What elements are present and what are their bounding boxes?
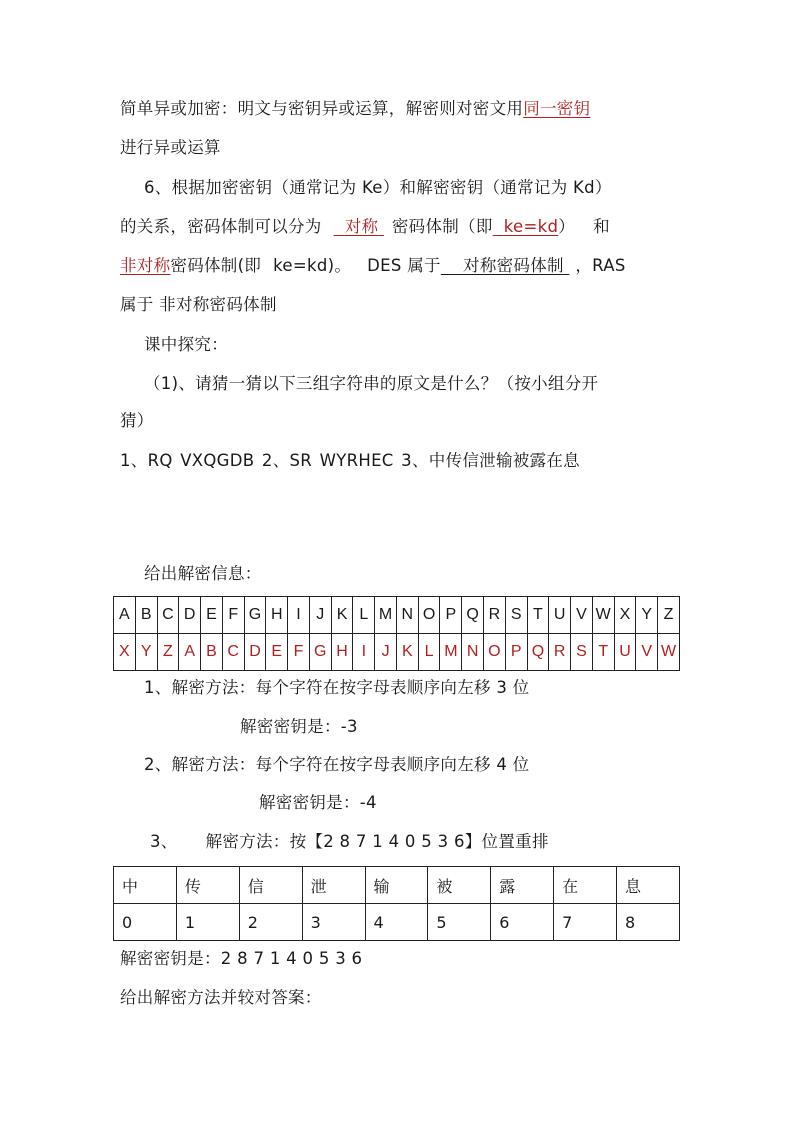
char-cell: 在 bbox=[554, 867, 617, 904]
cipher-cell: L bbox=[418, 634, 440, 671]
index-cell: 0 bbox=[114, 904, 177, 941]
ke-kd-answer: ke=kd bbox=[503, 217, 559, 236]
cipher-cell: W bbox=[658, 634, 680, 671]
xor-text-cont: 进行异或运算 bbox=[120, 138, 221, 157]
method-3-key: 解密密钥是：2 8 7 1 4 0 5 3 6 bbox=[120, 949, 363, 968]
plain-cell: Q bbox=[462, 597, 484, 634]
index-cell: 6 bbox=[491, 904, 554, 941]
cipher-cell: K bbox=[396, 634, 418, 671]
cipher-cell: S bbox=[571, 634, 593, 671]
plain-cell: J bbox=[309, 597, 331, 634]
xor-text: 简单异或加密：明文与密钥异或运算，解密则对密文用 bbox=[120, 99, 524, 118]
para-6-line1: 6、根据加密密钥（通常记为 Ke）和解密密钥（通常记为 Kd） bbox=[144, 178, 612, 197]
plain-cell: O bbox=[418, 597, 440, 634]
cipher-cell: C bbox=[222, 634, 244, 671]
plain-cell: D bbox=[179, 597, 201, 634]
index-cell: 7 bbox=[554, 904, 617, 941]
cipher-strings: 1、RQ VXQGDB 2、SR WYRHEC 3、中传信泄输被露在息 bbox=[120, 451, 580, 470]
cipher-cell: F bbox=[288, 634, 310, 671]
plain-cell: Z bbox=[658, 597, 680, 634]
method-1: 1、解密方法：每个字符在按字母表顺序向左移 3 位 bbox=[144, 678, 530, 697]
cipher-cell: N bbox=[462, 634, 484, 671]
plain-cell: A bbox=[114, 597, 136, 634]
plain-cell: Y bbox=[636, 597, 658, 634]
index-row bbox=[114, 904, 680, 941]
plain-cell: P bbox=[440, 597, 462, 634]
cipher-cell: J bbox=[375, 634, 397, 671]
plain-cell: H bbox=[266, 597, 288, 634]
para-6-line3 bbox=[120, 255, 626, 277]
text-seg: 的关系，密码体制可以分为 bbox=[120, 217, 322, 236]
index-cell: 3 bbox=[302, 904, 365, 941]
same-key-answer: 同一密钥 bbox=[523, 99, 591, 118]
plain-cell: M bbox=[375, 597, 397, 634]
cipher-cell: Z bbox=[157, 634, 179, 671]
plain-cell: C bbox=[157, 597, 179, 634]
char-cell: 输 bbox=[365, 867, 428, 904]
permutation-table bbox=[113, 866, 680, 941]
cipher-cell: B bbox=[201, 634, 223, 671]
char-cell: 传 bbox=[176, 867, 239, 904]
cipher-cell: G bbox=[309, 634, 331, 671]
char-cell: 信 bbox=[239, 867, 302, 904]
char-row bbox=[114, 867, 680, 904]
char-cell: 泄 bbox=[302, 867, 365, 904]
plain-cell: K bbox=[331, 597, 353, 634]
text-seg: 和 bbox=[593, 217, 610, 236]
plain-cell: R bbox=[484, 597, 506, 634]
char-cell: 中 bbox=[114, 867, 177, 904]
plain-cell: F bbox=[222, 597, 244, 634]
plain-cell: G bbox=[244, 597, 266, 634]
alphabet-table bbox=[113, 596, 680, 671]
plain-cell: S bbox=[505, 597, 527, 634]
cipher-cell: U bbox=[614, 634, 636, 671]
symmetric-answer: 对称 bbox=[344, 217, 379, 236]
para-6-line2 bbox=[120, 216, 610, 238]
cipher-cell: P bbox=[505, 634, 527, 671]
cipher-cell: T bbox=[592, 634, 614, 671]
text-seg: ，RAS bbox=[575, 256, 626, 275]
question-1-cont: 猜） bbox=[120, 411, 154, 430]
cipher-cell: M bbox=[440, 634, 462, 671]
index-cell: 2 bbox=[239, 904, 302, 941]
text-seg: ） bbox=[558, 217, 576, 236]
plain-cell: W bbox=[592, 597, 614, 634]
plain-cell: E bbox=[201, 597, 223, 634]
plain-cell: U bbox=[549, 597, 571, 634]
char-cell: 息 bbox=[617, 867, 680, 904]
index-cell: 8 bbox=[617, 904, 680, 941]
plain-cell: V bbox=[571, 597, 593, 634]
cipher-cell: O bbox=[484, 634, 506, 671]
text-seg: 密码体制（即 bbox=[391, 217, 493, 236]
cipher-cell: I bbox=[353, 634, 375, 671]
index-cell: 5 bbox=[428, 904, 491, 941]
cipher-cell: Q bbox=[527, 634, 549, 671]
para-xor bbox=[120, 98, 590, 120]
method-3-num: 3、 bbox=[150, 832, 178, 851]
cipher-cell: Y bbox=[135, 634, 157, 671]
char-cell: 露 bbox=[491, 867, 554, 904]
method-2: 2、解密方法：每个字符在按字母表顺序向左移 4 位 bbox=[144, 755, 530, 774]
text-seg: ke=kd)。 bbox=[273, 256, 352, 275]
method-3 bbox=[150, 831, 549, 853]
cipher-cell: X bbox=[114, 634, 136, 671]
plain-cell: B bbox=[135, 597, 157, 634]
method-2-key: 解密密钥是：-4 bbox=[259, 793, 377, 812]
cipher-cell: H bbox=[331, 634, 353, 671]
decrypt-info-label: 给出解密信息： bbox=[144, 564, 262, 583]
section-title: 课中探究： bbox=[144, 335, 228, 354]
cipher-cell: D bbox=[244, 634, 266, 671]
index-cell: 4 bbox=[365, 904, 428, 941]
index-cell: 1 bbox=[176, 904, 239, 941]
cipher-cell: A bbox=[179, 634, 201, 671]
question-1: （1)、请猜一猜以下三组字符串的原文是什么？（按小组分开 bbox=[144, 374, 599, 393]
plain-cell: L bbox=[353, 597, 375, 634]
plain-row bbox=[114, 597, 680, 634]
plain-cell: N bbox=[396, 597, 418, 634]
asymmetric-answer: 非对称 bbox=[120, 256, 171, 275]
plain-cell: I bbox=[288, 597, 310, 634]
des-answer: 对称密码体制 bbox=[463, 256, 564, 275]
para-6-line4: 属于 非对称密码体制 bbox=[120, 295, 277, 314]
cipher-cell: V bbox=[636, 634, 658, 671]
plain-cell: T bbox=[527, 597, 549, 634]
method-1-key: 解密密钥是：-3 bbox=[240, 717, 358, 736]
cipher-cell: R bbox=[549, 634, 571, 671]
text-seg: DES 属于 bbox=[367, 256, 441, 275]
cipher-cell: E bbox=[266, 634, 288, 671]
method-3-text: 解密方法：按【2 8 7 1 4 0 5 3 6】位置重排 bbox=[205, 832, 549, 851]
footer-instruction: 给出解密方法并较对答案： bbox=[120, 988, 322, 1007]
text-seg: 密码体制(即 bbox=[170, 256, 262, 275]
cipher-row bbox=[114, 634, 680, 671]
char-cell: 被 bbox=[428, 867, 491, 904]
plain-cell: X bbox=[614, 597, 636, 634]
